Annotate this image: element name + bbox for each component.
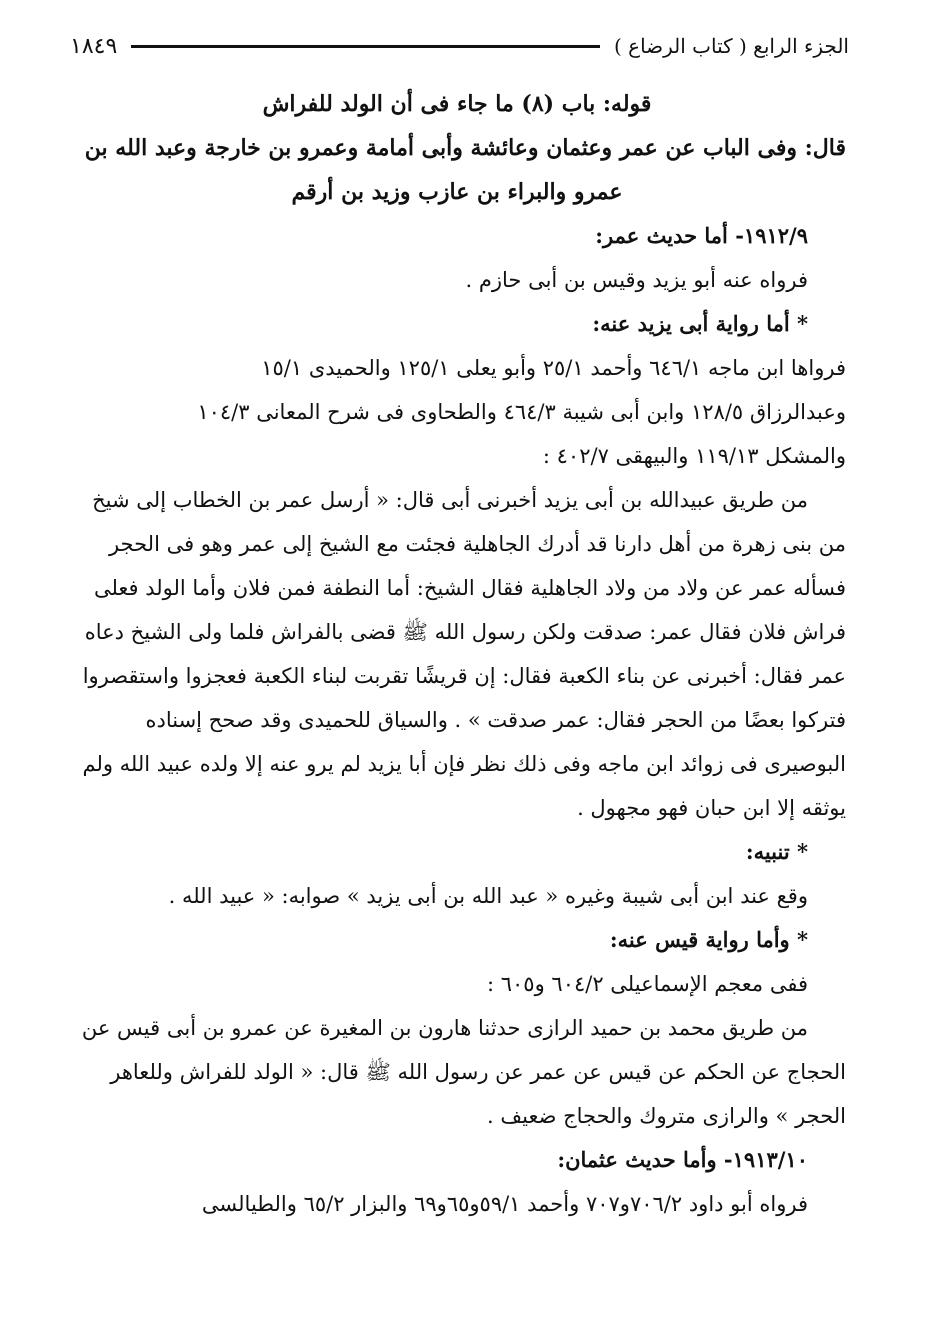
narrators-line: فرواه عنه أبو يزيد وقيس بن أبى حازم .	[465, 268, 808, 292]
intro-line: عمرو والبراء بن عازب وزيد بن أرقم	[291, 179, 623, 205]
sources-line: فرواها ابن ماجه ٦٤٦/١ وأحمد ٢٥/١ وأبو يعلى ١٢٥/١ والحميدى ١٥/١	[261, 356, 846, 380]
text-line: يوثقه إلا ابن حبان فهو مجهول .	[577, 796, 846, 820]
text-line: الحجاج عن الحكم عن قيس عن عمر عن رسول الله ﷺ قال: « الولد للفراش وللعاهر	[110, 1060, 846, 1084]
note-text: وقع عند ابن أبى شيبة وغيره « عبد الله بن أبى يزيد » صوابه: « عبيد الله .	[168, 884, 808, 908]
hadith-heading: ١٩١٣/١٠- وأما حديث عثمان:	[557, 1147, 808, 1172]
page-number: ١٨٤٩	[70, 33, 118, 59]
sub-heading: * أما رواية أبى يزيد عنه:	[592, 311, 808, 336]
sub-heading: * وأما رواية قيس عنه:	[609, 927, 808, 952]
note-heading: * تنبيه:	[745, 839, 808, 864]
chapter-title: قوله: باب (٨) ما جاء فى أن الولد للفراش	[262, 91, 652, 117]
page-body	[68, 82, 846, 1226]
page-header	[70, 30, 849, 62]
text-line: عمر فقال: أخبرنى عن بناء الكعبة فقال: إن قريشًا تقربت لبناء الكعبة فعجزوا واستقصروا	[82, 664, 846, 688]
sources-line: فرواه أبو داود ٧٠٦/٢و٧٠٧ وأحمد ٥٩/١و٦٥و٦٩ والبزار ٦٥/٢ والطيالسى	[201, 1192, 808, 1216]
text-line: فراش فلان فقال عمر: صدقت ولكن رسول الله ﷺ قضى بالفراش فلما ولى الشيخ دعاه	[84, 620, 846, 644]
text-line: فسأله عمر عن ولاد من ولاد الجاهلية فقال الشيخ: أما النطفة فمن فلان وأما الولد فعلى	[93, 576, 846, 600]
text-line: من طريق محمد بن حميد الرازى حدثنا هارون بن المغيرة عن عمرو بن أبى قيس عن	[81, 1016, 808, 1040]
text-line: الحجر » والرازى متروك والحجاج ضعيف .	[487, 1104, 846, 1128]
text-line: من طريق عبيدالله بن أبى يزيد أخبرنى أبى قال: « أرسل عمر بن الخطاب إلى شيخ	[92, 488, 808, 512]
running-title: الجزء الرابع ( كتاب الرضاع )	[613, 34, 849, 58]
intro-line: قال: وفى الباب عن عمر وعثمان وعائشة وأبى أمامة وعمرو بن خارجة وعبد الله بن	[84, 135, 846, 161]
sources-line: وعبدالرزاق ١٢٨/٥ وابن أبى شيبة ٤٦٤/٣ والطحاوى فى شرح المعانى ١٠٤/٣	[197, 400, 846, 424]
hadith-heading: ١٩١٢/٩- أما حديث عمر:	[595, 223, 808, 248]
header-rule	[131, 45, 600, 48]
text-line: من بنى زهرة من أهل دارنا قد أدرك الجاهلية فجئت مع الشيخ إلى عمر وهو فى الحجر	[108, 532, 846, 556]
sources-line: والمشكل ١١٩/١٣ والبيهقى ٤٠٢/٧ :	[542, 444, 846, 468]
text-line: البوصيرى فى زوائد ابن ماجه وفى ذلك نظر فإن أبا يزيد لم يرو عنه إلا ولده عبيد الله ولم	[82, 752, 846, 776]
text-line: فتركوا بعضًا من الحجر فقال: عمر صدقت » . والسياق للحميدى وقد صحح إسناده	[145, 708, 846, 732]
source-line: ففى معجم الإسماعيلى ٦٠٤/٢ و٦٠٥ :	[486, 972, 808, 996]
